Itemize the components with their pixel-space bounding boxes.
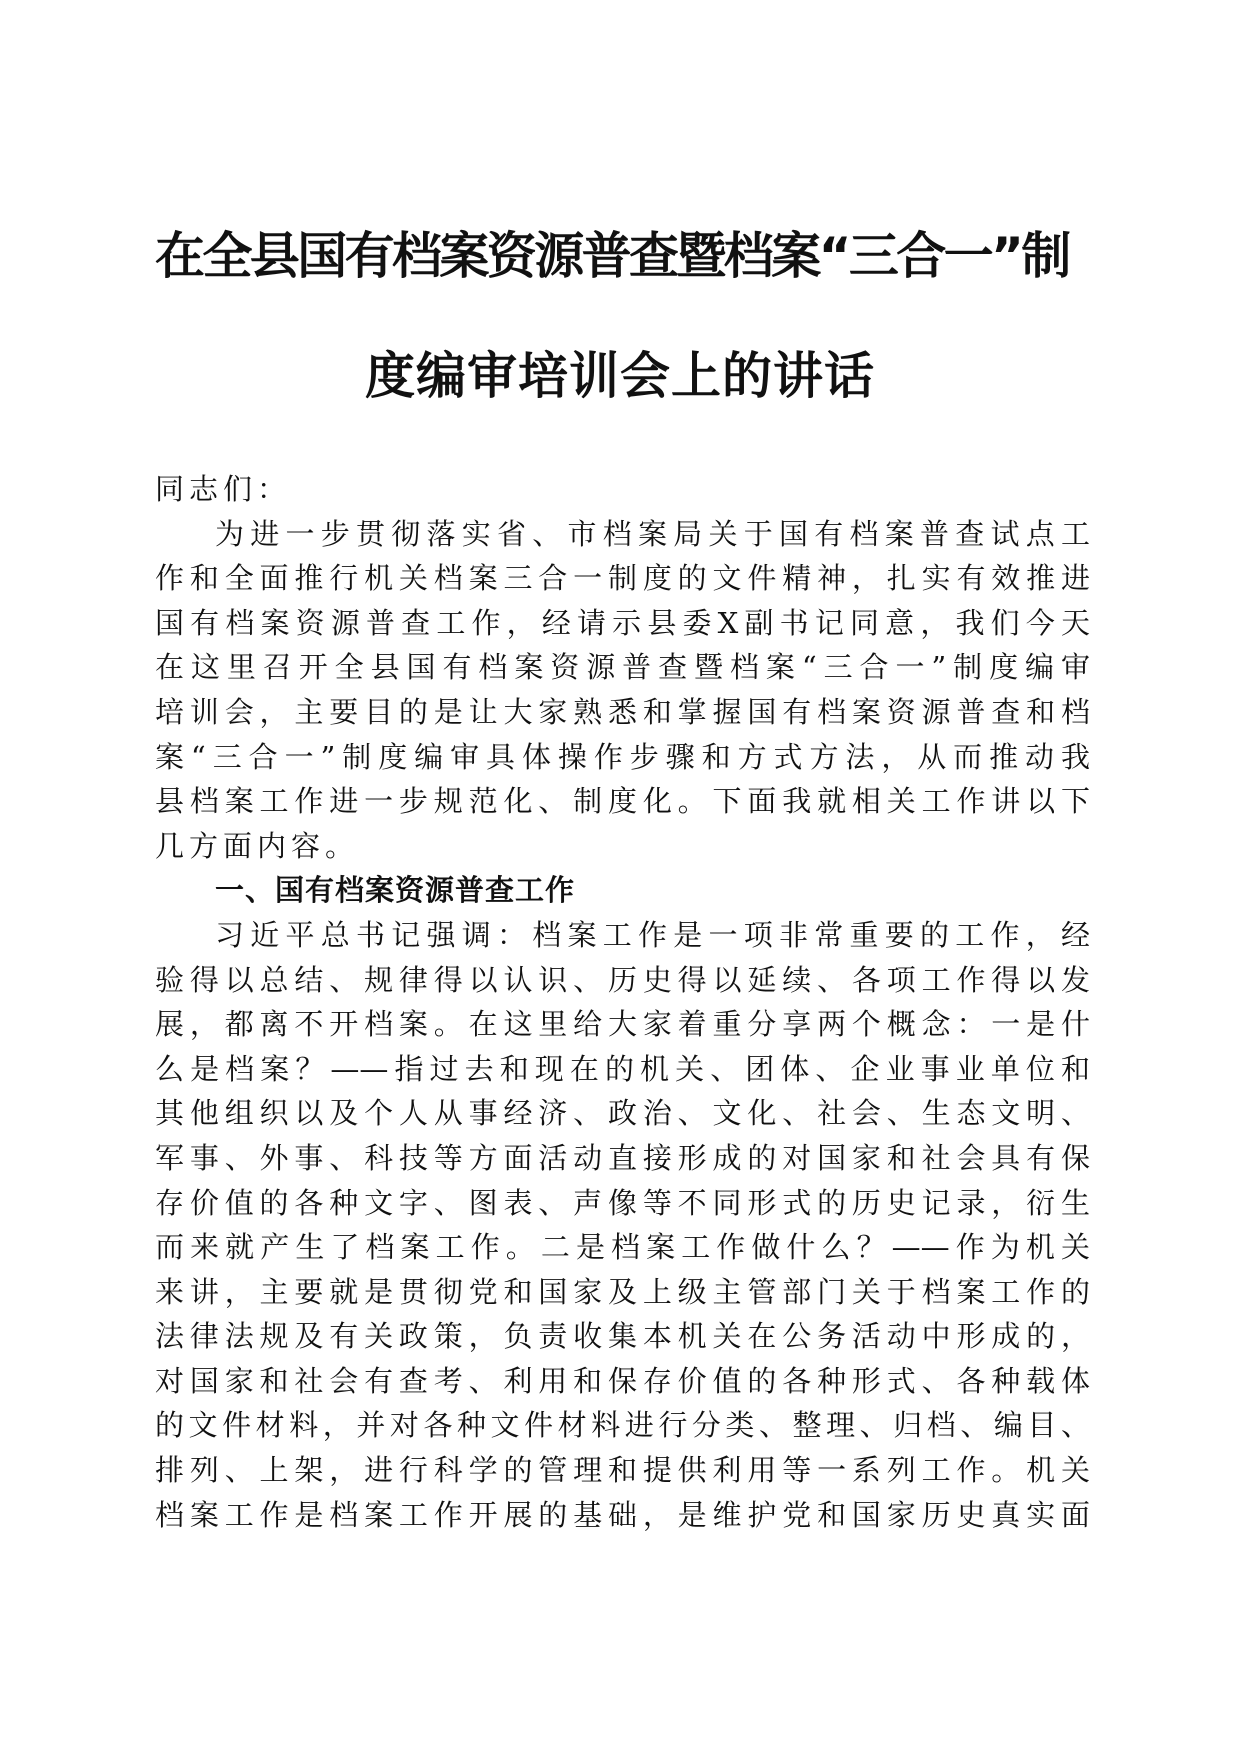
document-title-line-2: 度编审培训会上的讲话 xyxy=(365,347,875,405)
paragraph-line: 作和全面推行机关档案三合一制度的文件精神，扎实有效推进 xyxy=(155,561,1090,596)
salutation: 同志们： xyxy=(155,472,292,506)
paragraph-line: 来讲，主要就是贯彻党和国家及上级主管部门关于档案工作的 xyxy=(155,1274,1090,1309)
paragraph-line: 法律法规及有关政策，负责收集本机关在公务活动中形成的， xyxy=(155,1319,1090,1354)
paragraph-line: 国有档案资源普查工作，经请示县委X副书记同意，我们今天 xyxy=(155,605,1090,640)
paragraph-line: 排列、上架，进行科学的管理和提供利用等一系列工作。机关 xyxy=(155,1453,1090,1488)
document-title-line-1: 在全县国有档案资源普查暨档案“三合一”制 xyxy=(155,227,1069,285)
paragraph-line: 验得以总结、规律得以认识、历史得以延续、各项工作得以发 xyxy=(155,962,1090,997)
paragraph-line: 在这里召开全县国有档案资源普查暨档案“三合一”制度编审 xyxy=(155,650,1090,685)
paragraph-line: 案“三合一”制度编审具体操作步骤和方式方法，从而推动我 xyxy=(155,739,1090,774)
paragraph-line: 军事、外事、科技等方面活动直接形成的对国家和社会具有保 xyxy=(155,1140,1090,1175)
paragraph-line: 为进一步贯彻落实省、市档案局关于国有档案普查试点工 xyxy=(215,516,1090,551)
paragraph-line: 几方面内容。 xyxy=(155,828,360,863)
paragraph-line: 存价值的各种文字、图表、声像等不同形式的历史记录，衍生 xyxy=(155,1185,1090,1220)
paragraph-line: 习近平总书记强调：档案工作是一项非常重要的工作，经 xyxy=(215,917,1090,952)
document-body xyxy=(155,467,1090,1537)
paragraph-line: 而来就产生了档案工作。二是档案工作做什么？——作为机关 xyxy=(155,1230,1090,1265)
paragraph-line: 培训会，主要目的是让大家熟悉和掌握国有档案资源普查和档 xyxy=(155,694,1090,729)
paragraph-line: 档案工作是档案工作开展的基础，是维护党和国家历史真实面 xyxy=(155,1497,1090,1532)
paragraph-line: 其他组织以及个人从事经济、政治、文化、社会、生态文明、 xyxy=(155,1096,1090,1131)
paragraph-line: 对国家和社会有查考、利用和保存价值的各种形式、各种载体 xyxy=(155,1363,1090,1398)
paragraph-line: 的文件材料，并对各种文件材料进行分类、整理、归档、编目、 xyxy=(155,1408,1090,1443)
section-heading: 一、国有档案资源普查工作 xyxy=(215,873,576,908)
paragraph-line: 么是档案？——指过去和现在的机关、团体、企业事业单位和 xyxy=(155,1051,1090,1086)
paragraph-line: 县档案工作进一步规范化、制度化。下面我就相关工作讲以下 xyxy=(155,784,1090,819)
paragraph-line: 展，都离不开档案。在这里给大家着重分享两个概念：一是什 xyxy=(155,1007,1090,1042)
